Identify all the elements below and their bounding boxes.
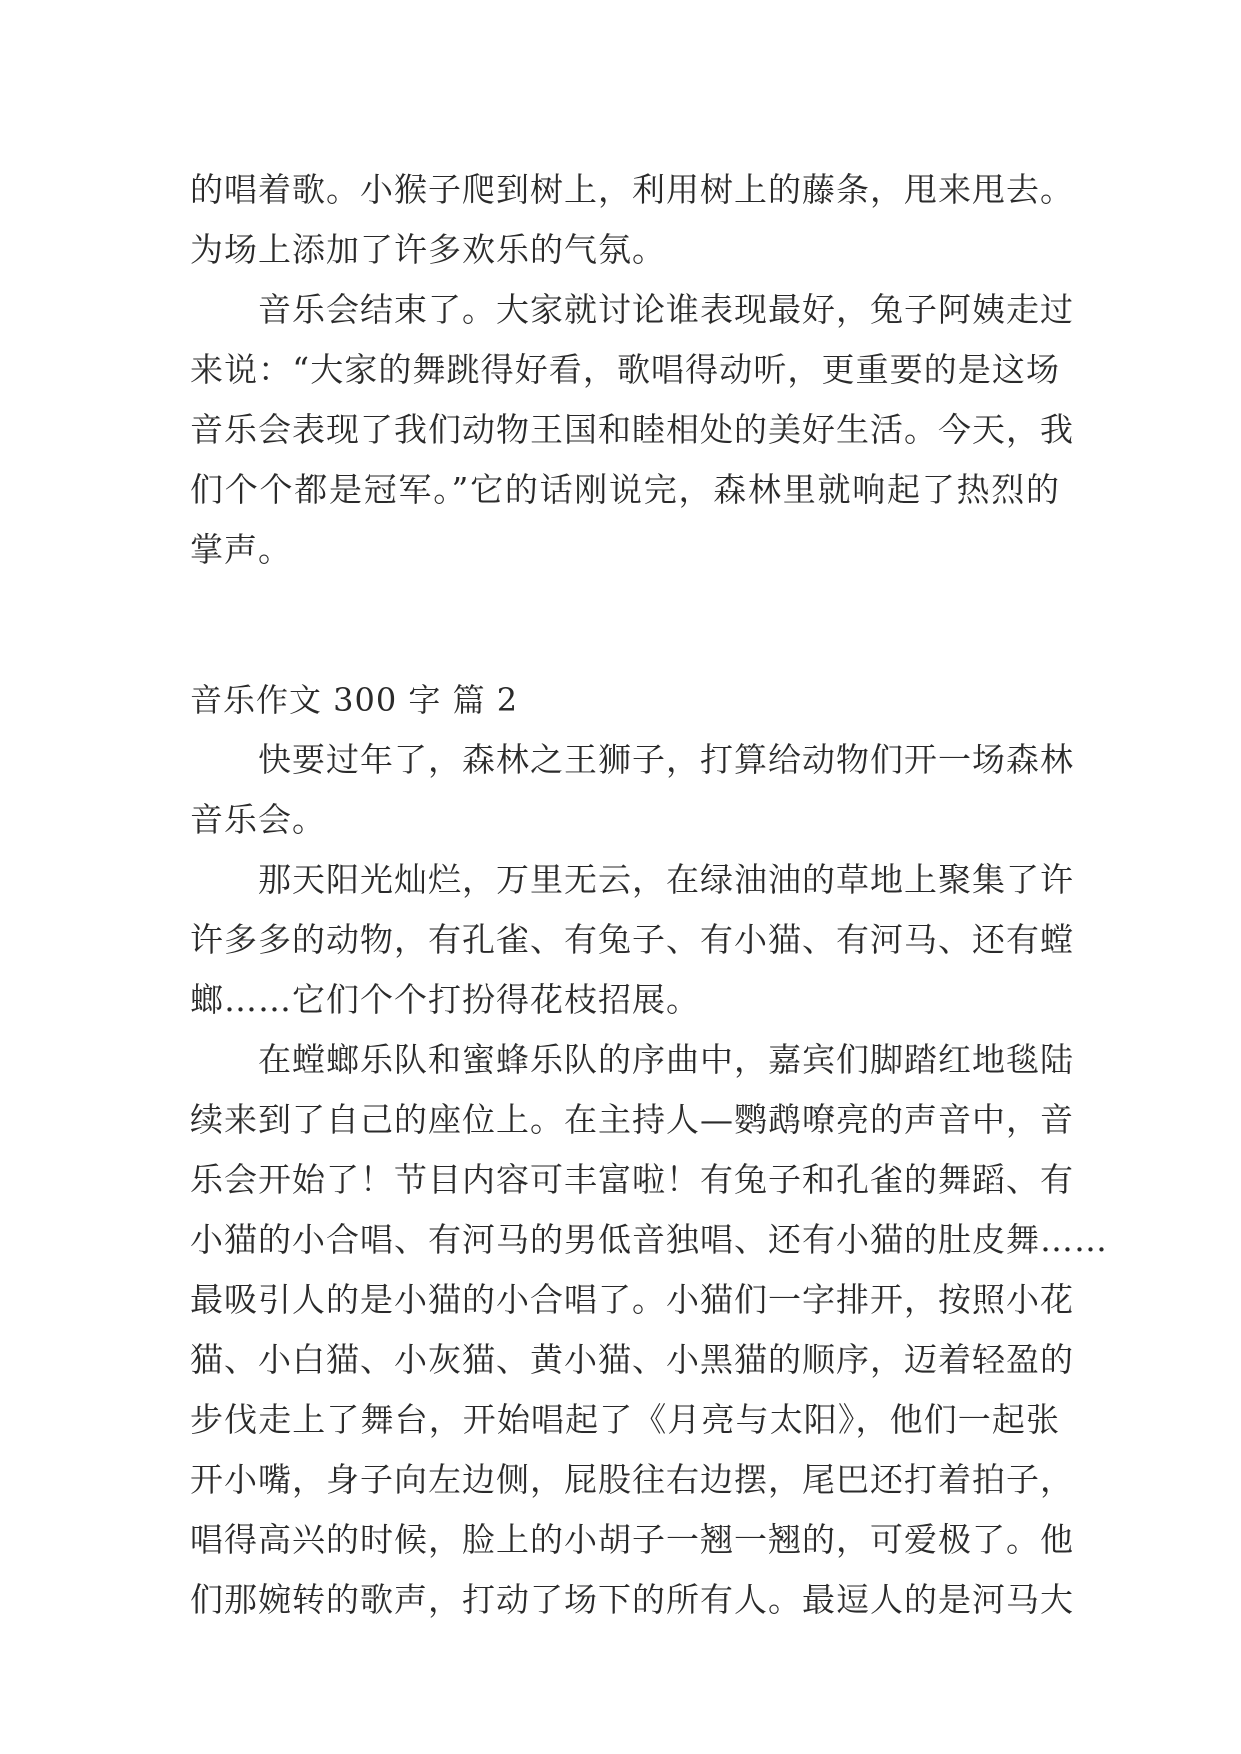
- section-heading: 音乐作文 300 字 篇 2: [190, 681, 519, 719]
- text-line: 在螳螂乐队和蜜蜂乐队的序曲中，嘉宾们脚踏红地毯陆: [258, 1040, 1074, 1079]
- text-line: 许多多的动物，有孔雀、有兔子、有小猫、有河马、还有螳: [190, 920, 1074, 959]
- text-line: 们那婉转的歌声，打动了场下的所有人。最逗人的是河马大: [190, 1580, 1074, 1619]
- text-line: 续来到了自己的座位上。在主持人—鹦鹉嘹亮的声音中，音: [190, 1100, 1074, 1139]
- text-line: 唱得高兴的时候，脸上的小胡子一翘一翘的，可爱极了。他: [190, 1520, 1074, 1559]
- text-line: 为场上添加了许多欢乐的气氛。: [190, 230, 666, 269]
- section-gap: [190, 580, 1060, 670]
- text-line: 最吸引人的是小猫的小合唱了。小猫们一字排开，按照小花: [190, 1280, 1074, 1319]
- text-line: 那天阳光灿烂，万里无云，在绿油油的草地上聚集了许: [258, 860, 1074, 899]
- text-line: 的唱着歌。小猴子爬到树上，利用树上的藤条，甩来甩去。: [190, 170, 1074, 209]
- page-content: [190, 160, 1108, 1630]
- text-line: 步伐走上了舞台，开始唱起了《月亮与太阳》，他们一起张: [190, 1400, 1060, 1439]
- text-line: 来说：“大家的舞跳得好看，歌唱得动听，更重要的是这场: [190, 350, 1060, 389]
- text-line: 螂……它们个个打扮得花枝招展。: [190, 980, 700, 1019]
- text-line: 音乐会。: [190, 800, 326, 839]
- text-line: 快要过年了，森林之王狮子，打算给动物们开一场森林: [258, 740, 1074, 779]
- text-line: 音乐会结束了。大家就讨论谁表现最好，兔子阿姨走过: [258, 290, 1074, 329]
- text-line: 们个个都是冠军。”它的话刚说完，森林里就响起了热烈的: [190, 470, 1060, 509]
- text-line: 乐会开始了！节目内容可丰富啦！有兔子和孔雀的舞蹈、有: [190, 1160, 1074, 1199]
- text-line: 开小嘴，身子向左边侧，屁股往右边摆，尾巴还打着拍子，: [190, 1460, 1074, 1499]
- text-line: 小猫的小合唱、有河马的男低音独唱、还有小猫的肚皮舞……: [190, 1220, 1108, 1259]
- text-line: 掌声。: [190, 530, 292, 569]
- text-line: 猫、小白猫、小灰猫、黄小猫、小黑猫的顺序，迈着轻盈的: [190, 1340, 1074, 1379]
- text-line: 音乐会表现了我们动物王国和睦相处的美好生活。今天，我: [190, 410, 1074, 449]
